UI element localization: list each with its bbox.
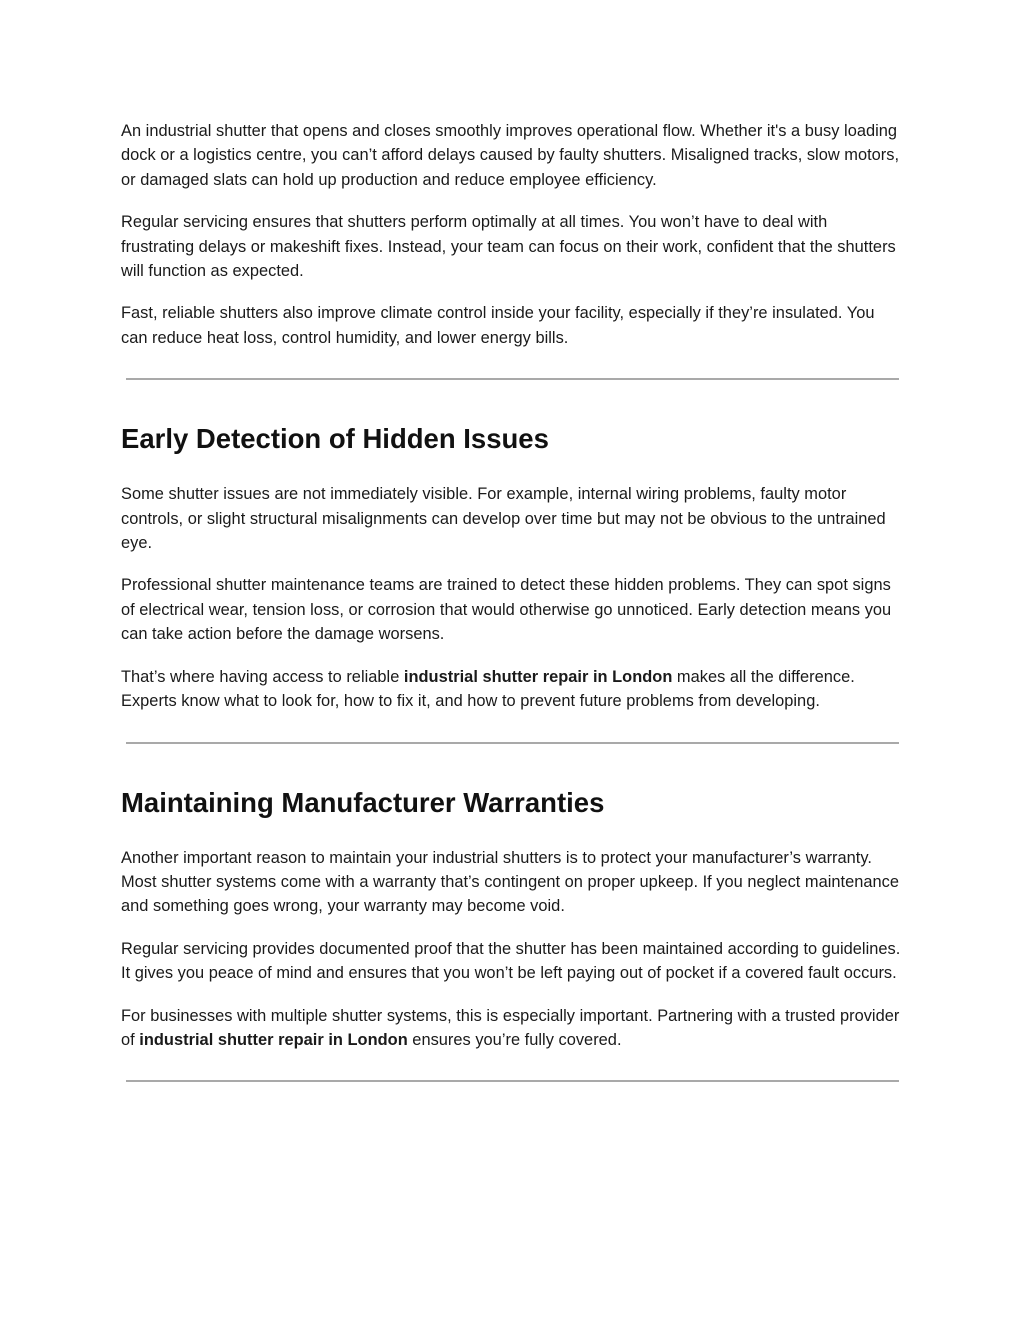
warranty-paragraph-1: Another important reason to maintain your industrial shutters is to protect your manufacturer’s warranty. Most shutter systems come with a warranty that’s contingent on proper upkeep. If you neglect maintenance and something goes wrong, your warranty may become void.	[121, 848, 900, 916]
detection-paragraph-2: Professional shutter maintenance teams are trained to detect these hidden problems. They can spot signs of electrical wear, tension loss, or corrosion that would otherwise go unnoticed. Early detection means you can take action before the damage worsens.	[121, 576, 892, 644]
warranty-p3-keyword: industrial shutter repair in London	[139, 1030, 408, 1049]
warranty-paragraph-3	[121, 1004, 903, 1053]
warranty-section	[121, 786, 903, 1083]
section-heading-detection: Early Detection of Hidden Issues	[121, 423, 549, 455]
detection-p3-keyword: industrial shutter repair in London	[403, 667, 673, 686]
section-divider	[126, 378, 899, 380]
intro-paragraph-2: Regular servicing ensures that shutters perform optimally at all times. You won’t have to deal with frustrating delays or makeshift fixes. Instead, your team can focus on their work, confident that the shutters will function as expected.	[121, 213, 896, 281]
section-divider	[126, 742, 899, 744]
warranty-p3-before: For businesses with multiple shutter systems, this is especially important. Partnering with a trusted provider of	[121, 1006, 900, 1049]
warranty-paragraph-2: Regular servicing provides documented proof that the shutter has been maintained according to guidelines. It gives you peace of mind and ensures that you won’t be left paying out of pocket if a covered fault occurs.	[121, 939, 901, 983]
section-heading-warranty: Maintaining Manufacturer Warranties	[121, 786, 605, 818]
detection-p3-after: makes all the difference. Experts know what to look for, how to fix it, and how to prevent future problems from developing.	[121, 667, 855, 711]
intro-paragraph-1: An industrial shutter that opens and closes smoothly improves operational flow. Whether it's a busy loading dock or a logistics centre, you can’t afford delays caused by faulty shutters. Misaligned tracks, slow motors, or damaged slats can hold up production and reduce employee efficiency.	[121, 122, 900, 189]
detection-section	[121, 422, 903, 743]
section-divider	[126, 1080, 899, 1082]
intro-section	[121, 119, 903, 380]
intro-paragraph-3: Fast, reliable shutters also improve climate control inside your facility, especially if they’re insulated. You can reduce heat loss, control humidity, and lower energy bills.	[121, 304, 875, 347]
detection-p3-before: That’s where having access to reliable	[121, 667, 404, 686]
document-page	[121, 119, 903, 1082]
detection-paragraph-1: Some shutter issues are not immediately visible. For example, internal wiring problems, faulty motor controls, or slight structural misalignments can develop over time but may not be obvious to the untrained eye.	[121, 485, 886, 553]
warranty-p3-after: ensures you’re fully covered.	[407, 1030, 622, 1049]
detection-paragraph-3	[121, 665, 903, 714]
